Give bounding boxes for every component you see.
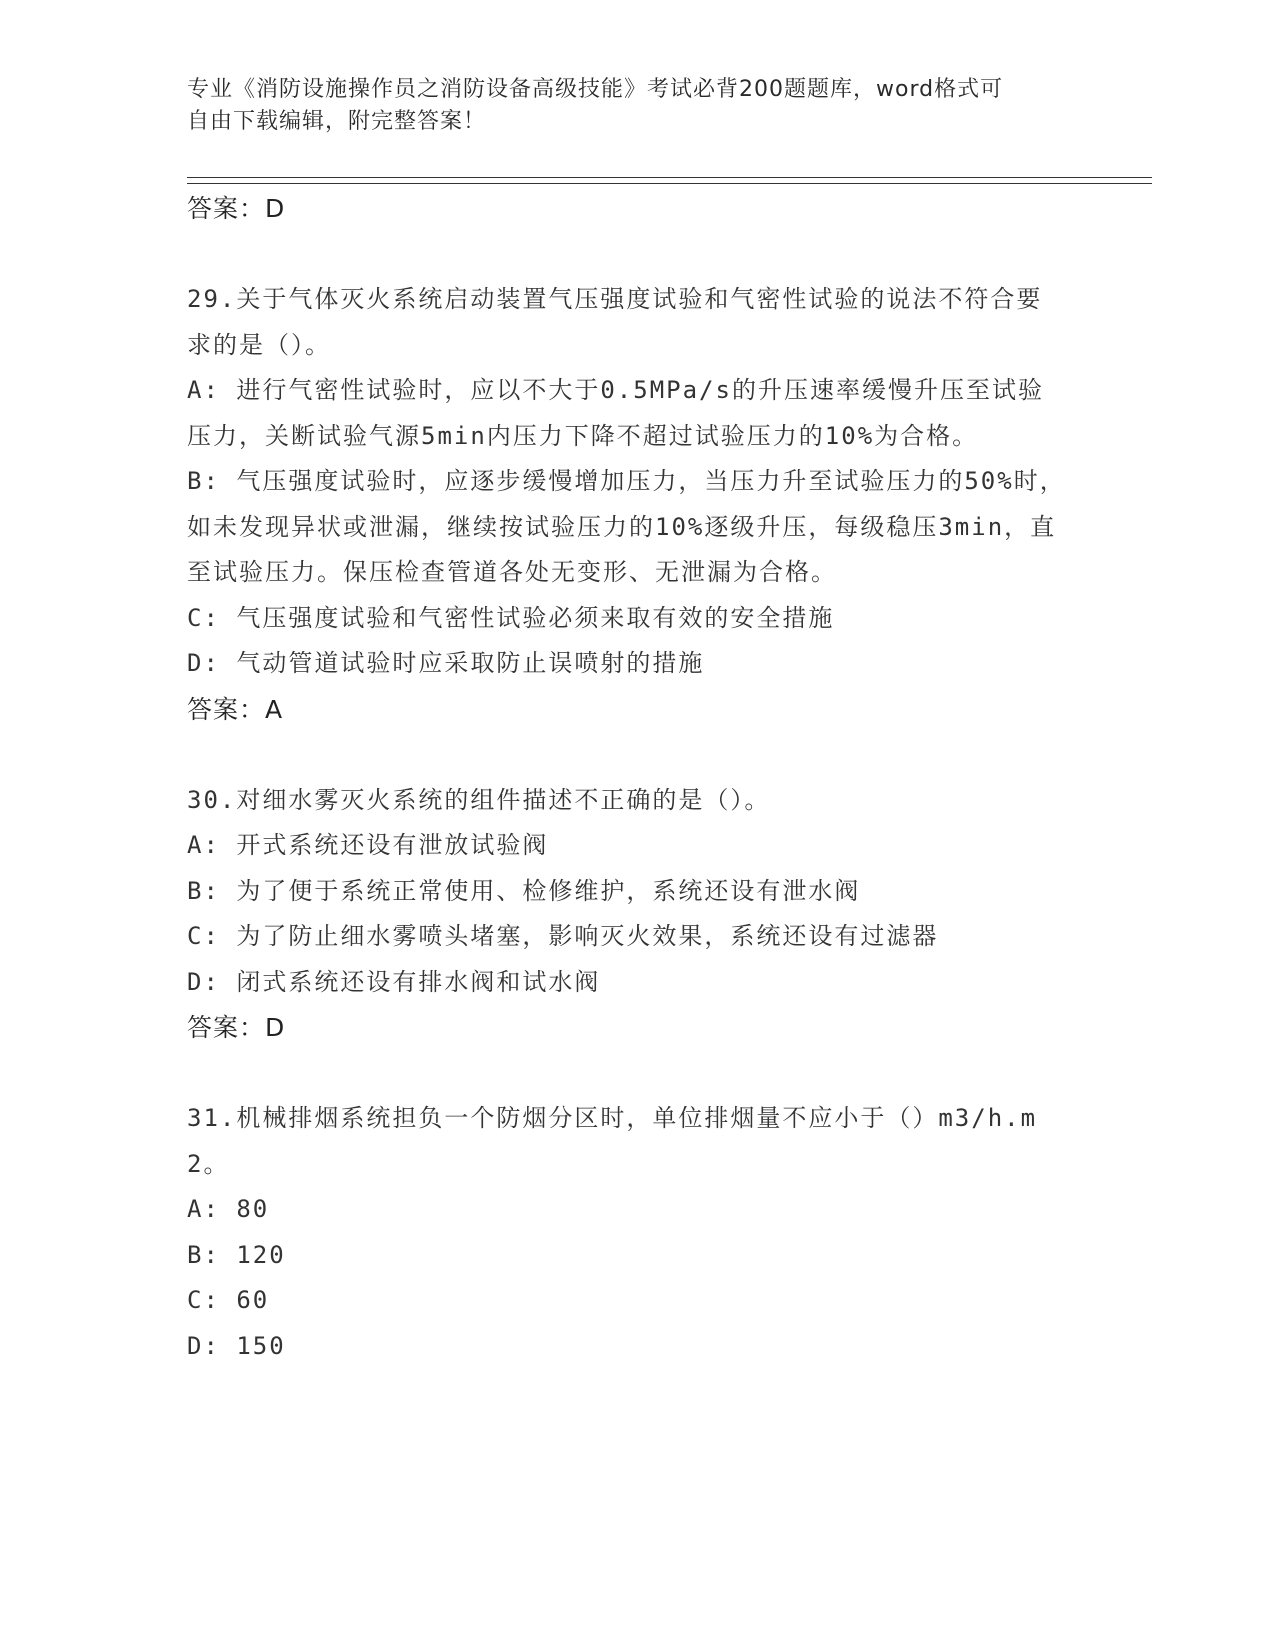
answer-value: D <box>265 194 286 223</box>
question-item <box>187 277 1067 733</box>
option-text: 60 <box>236 1286 270 1314</box>
answer-value: A <box>265 694 284 724</box>
option-text: 开式系统还设有泄放试验阀 <box>236 831 549 859</box>
option-label: A: <box>187 376 220 404</box>
option-b <box>187 459 1067 596</box>
answer-line <box>187 1005 1067 1051</box>
option-c <box>187 914 1067 960</box>
option-label: A: <box>187 1195 220 1223</box>
option-text: 为了防止细水雾喷头堵塞，影响灭火效果，系统还设有过滤器 <box>236 922 939 950</box>
option-text: 气压强度试验和气密性试验必须来取有效的安全措施 <box>236 603 835 632</box>
option-c <box>187 1278 1067 1324</box>
header-line-1: 专业《消防设施操作员之消防设备高级技能》考试必背200题题库，word格式可 <box>187 77 1004 102</box>
answer-label: 答案： <box>187 194 266 223</box>
option-label: C: <box>187 922 220 950</box>
option-text: 气动管道试验时应采取防止误喷射的措施 <box>236 649 705 677</box>
option-d <box>187 960 1067 1006</box>
option-a <box>187 823 1067 869</box>
header-line-2: 自由下载编辑，附完整答案！ <box>187 109 487 134</box>
question-stem: 31.机械排烟系统担负一个防烟分区时，单位排烟量不应小于（）m3/h.m2。 <box>187 1104 1038 1178</box>
answer-line <box>187 687 1067 733</box>
option-label: C: <box>187 1286 220 1314</box>
option-text: 为了便于系统正常使用、检修维护，系统还设有泄水阀 <box>236 876 861 905</box>
question-stem: 29.关于气体灭火系统启动装置气压强度试验和气密性试验的说法不符合要求的是（）。 <box>187 285 1043 359</box>
question-list <box>187 186 1067 1369</box>
option-d <box>187 641 1067 687</box>
page-header <box>187 74 1067 138</box>
option-d <box>187 1324 1067 1370</box>
option-b <box>187 869 1067 915</box>
answer-value: D <box>265 1013 286 1042</box>
question-item <box>187 778 1067 1052</box>
question-item <box>187 1096 1067 1369</box>
option-label: D: <box>187 1331 220 1360</box>
option-b <box>187 1233 1067 1279</box>
option-label: B: <box>187 876 220 905</box>
option-label: A: <box>187 831 220 859</box>
option-a <box>187 368 1067 459</box>
answer-line <box>187 186 1067 232</box>
option-label: B: <box>187 1240 220 1269</box>
option-text: 气压强度试验时，应逐步缓慢增加压力，当压力升至试验压力的50%时，如未发现异状或泄漏，继续按试验压力的10%逐级升压，每级稳压3min，直至试验压力。保压检查管道各处无变形、无泄漏为合格。 <box>187 467 1066 586</box>
question-stem: 30.对细水雾灭火系统的组件描述不正确的是（）。 <box>187 785 771 814</box>
spacer <box>187 733 1067 778</box>
option-a <box>187 1187 1067 1233</box>
option-label: D: <box>187 649 220 677</box>
spacer <box>187 232 1067 277</box>
option-text: 闭式系统还设有排水阀和试水阀 <box>236 967 601 996</box>
option-label: B: <box>187 467 220 495</box>
spacer <box>187 1051 1067 1096</box>
option-text: 进行气密性试验时，应以不大于0.5MPa/s的升压速率缓慢升压至试验压力，关断试验气源5min内压力下降不超过试验压力的10%为合格。 <box>187 376 1044 450</box>
option-c <box>187 596 1067 642</box>
option-text: 150 <box>236 1331 286 1360</box>
option-label: C: <box>187 603 220 632</box>
option-label: D: <box>187 967 220 996</box>
answer-label: 答案： <box>187 1013 266 1042</box>
header-divider <box>187 177 1152 184</box>
option-text: 120 <box>236 1240 286 1269</box>
option-text: 80 <box>236 1195 270 1223</box>
answer-label: 答案： <box>187 694 266 724</box>
